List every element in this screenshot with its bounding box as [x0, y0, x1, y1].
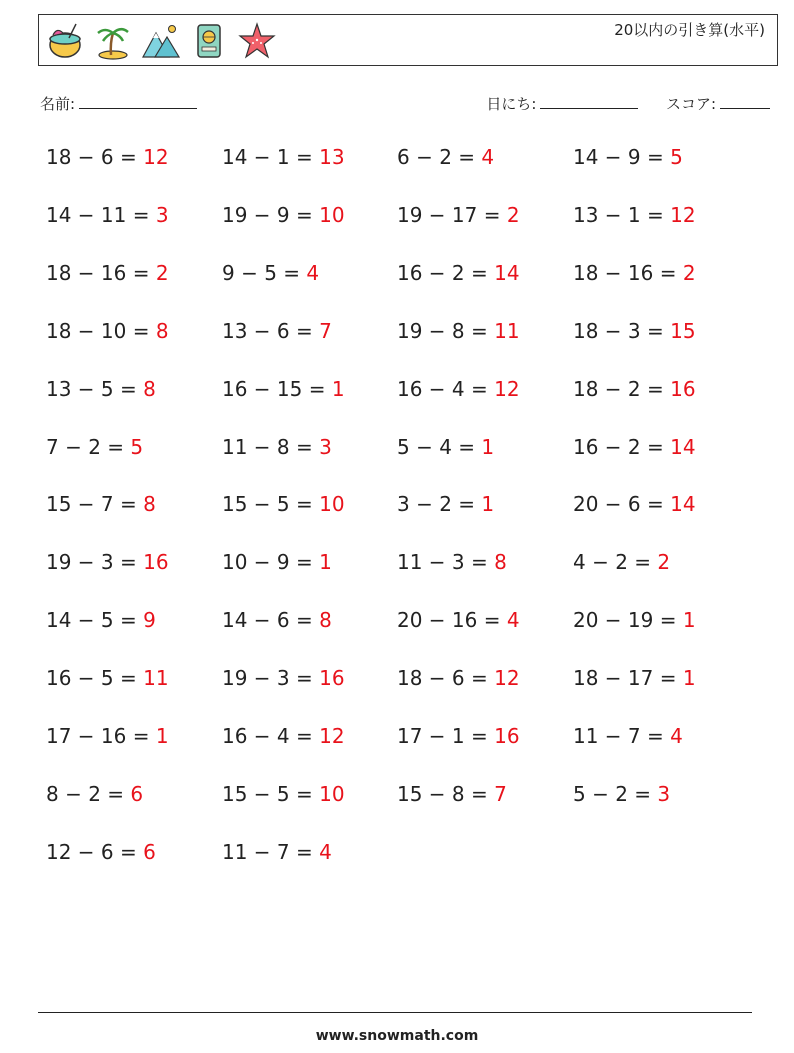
problem-expression: 14 − 11 = — [46, 202, 150, 227]
problem-item — [46, 261, 169, 285]
footer-url: www.snowmath.com — [315, 1028, 479, 1044]
problem-expression: 16 − 15 = — [222, 376, 326, 401]
problem-item — [46, 435, 143, 459]
problem-answer: 7 — [494, 781, 507, 806]
problem-item — [573, 666, 696, 690]
problem-answer: 7 — [319, 318, 332, 343]
problem-item — [222, 782, 345, 806]
problem-expression: 19 − 17 = — [397, 202, 501, 227]
problem-expression: 7 − 2 = — [46, 434, 125, 459]
problem-expression: 15 − 8 = — [397, 781, 488, 806]
problem-item — [222, 203, 345, 227]
problem-answer: 12 — [670, 202, 696, 227]
problem-answer: 6 — [130, 781, 144, 806]
problem-answer: 6 — [143, 839, 156, 864]
problem-answer: 16 — [143, 550, 169, 575]
problem-item — [573, 261, 696, 285]
problem-answer: 10 — [319, 492, 345, 517]
problem-item — [397, 203, 520, 227]
problem-answer: 9 — [143, 608, 156, 633]
problem-expression: 4 − 2 = — [573, 550, 652, 575]
problem-item — [397, 608, 520, 632]
problem-answer: 2 — [657, 550, 671, 575]
problem-item — [573, 145, 683, 169]
problem-item — [573, 782, 670, 806]
date-score-fields — [486, 93, 770, 114]
problem-expression: 9 − 5 = — [222, 260, 301, 285]
problem-item — [573, 435, 696, 459]
problem-answer: 15 — [670, 318, 696, 343]
problem-answer: 4 — [481, 145, 495, 169]
problem-expression: 18 − 10 = — [46, 318, 150, 343]
problem-answer: 13 — [319, 145, 345, 169]
problem-expression: 17 − 1 = — [397, 724, 488, 748]
problem-expression: 16 − 2 = — [397, 260, 488, 285]
problem-item — [46, 724, 169, 748]
problem-expression: 3 − 2 = — [397, 492, 476, 517]
problem-item — [46, 550, 169, 574]
problem-expression: 8 − 2 = — [46, 781, 125, 806]
problem-item — [573, 319, 696, 343]
problem-answer: 1 — [682, 608, 696, 633]
problem-expression: 12 − 6 = — [46, 839, 137, 864]
footer-divider — [38, 1012, 752, 1013]
problem-expression: 10 − 9 = — [222, 550, 313, 575]
problem-expression: 16 − 2 = — [573, 434, 664, 459]
problem-expression: 18 − 6 = — [397, 666, 488, 691]
problem-answer: 8 — [143, 376, 156, 401]
problem-answer: 5 — [670, 145, 683, 169]
problem-answer: 8 — [155, 318, 169, 343]
problem-item — [46, 145, 169, 169]
problem-item — [397, 492, 494, 516]
problem-answer: 8 — [494, 550, 507, 575]
problem-answer: 16 — [319, 666, 345, 691]
problem-answer: 8 — [319, 608, 332, 633]
problem-item — [222, 319, 332, 343]
name-label: 名前: — [40, 95, 76, 113]
problem-expression: 20 − 19 = — [573, 608, 677, 633]
problem-item — [46, 666, 169, 690]
problem-item — [397, 319, 520, 343]
problem-item — [222, 608, 332, 632]
problem-expression: 17 − 16 = — [46, 724, 150, 748]
problem-answer: 2 — [506, 202, 520, 227]
problem-answer: 1 — [319, 550, 332, 575]
problem-answer: 1 — [155, 724, 169, 748]
problem-item — [573, 203, 696, 227]
problem-answer: 12 — [143, 145, 169, 169]
problem-item — [397, 145, 494, 169]
problem-item — [46, 492, 156, 516]
problem-answer: 5 — [130, 434, 144, 459]
problem-expression: 20 − 6 = — [573, 492, 664, 517]
problem-item — [222, 666, 345, 690]
problem-item — [397, 724, 520, 748]
problem-item — [46, 377, 156, 401]
problem-item — [397, 666, 520, 690]
problem-expression: 19 − 3 = — [222, 666, 313, 691]
problem-answer: 1 — [481, 434, 495, 459]
score-blank[interactable] — [720, 94, 770, 109]
problem-answer: 4 — [319, 839, 332, 864]
problem-expression: 11 − 8 = — [222, 434, 313, 459]
problem-answer: 3 — [657, 781, 671, 806]
problem-expression: 18 − 17 = — [573, 666, 677, 691]
problem-answer: 4 — [506, 608, 520, 633]
problem-expression: 15 − 5 = — [222, 492, 313, 517]
worksheet-header — [38, 14, 778, 66]
mountains-icon — [141, 21, 181, 61]
problem-answer: 4 — [306, 260, 320, 285]
problem-expression: 5 − 2 = — [573, 781, 652, 806]
problem-expression: 11 − 3 = — [397, 550, 488, 575]
problem-item — [46, 319, 169, 343]
problem-expression: 16 − 4 = — [222, 724, 313, 748]
problem-expression: 20 − 16 = — [397, 608, 501, 633]
icon-strip — [45, 21, 277, 61]
problem-item — [573, 377, 696, 401]
problem-answer: 8 — [143, 492, 156, 517]
problem-expression: 19 − 3 = — [46, 550, 137, 575]
problem-item — [573, 608, 696, 632]
problem-item — [46, 203, 169, 227]
problem-item — [397, 782, 507, 806]
problem-answer: 3 — [155, 202, 169, 227]
problem-answer: 1 — [331, 376, 345, 401]
problem-answer: 14 — [670, 492, 696, 517]
problem-expression: 19 − 8 = — [397, 318, 488, 343]
date-blank[interactable] — [540, 94, 638, 109]
problem-item — [222, 261, 319, 285]
problem-expression: 16 − 4 = — [397, 376, 488, 401]
problem-item — [397, 261, 520, 285]
problem-expression: 18 − 6 = — [46, 145, 137, 169]
problem-item — [222, 840, 332, 864]
problem-item — [46, 608, 156, 632]
problem-answer: 1 — [481, 492, 495, 517]
problem-expression: 19 − 9 = — [222, 202, 313, 227]
problem-answer: 2 — [682, 260, 696, 285]
problem-item — [222, 145, 345, 169]
problem-answer: 2 — [155, 260, 169, 285]
problem-item — [222, 492, 345, 516]
problem-item — [222, 724, 345, 748]
problem-answer: 11 — [494, 318, 520, 343]
problem-expression: 14 − 6 = — [222, 608, 313, 633]
problem-item — [573, 550, 670, 574]
problem-expression: 11 − 7 = — [573, 724, 664, 748]
problem-item — [397, 377, 520, 401]
problem-answer: 14 — [494, 260, 520, 285]
worksheet-title: 20以内の引き算(水平) — [614, 21, 765, 39]
problem-answer: 16 — [494, 724, 520, 748]
problem-item — [573, 492, 696, 516]
coconut-drink-icon — [45, 21, 85, 61]
problem-expression: 18 − 16 = — [46, 260, 150, 285]
problem-answer: 12 — [494, 376, 520, 401]
problem-expression: 16 − 5 = — [46, 666, 137, 691]
problem-item — [397, 550, 507, 574]
problem-expression: 14 − 9 = — [573, 145, 664, 169]
problem-expression: 11 − 7 = — [222, 839, 313, 864]
problem-expression: 13 − 6 = — [222, 318, 313, 343]
name-field — [40, 93, 197, 114]
name-blank[interactable] — [79, 94, 197, 109]
problem-expression: 6 − 2 = — [397, 145, 476, 169]
problem-item — [573, 724, 683, 748]
problem-item — [222, 550, 332, 574]
starfish-icon — [237, 21, 277, 61]
problem-expression: 15 − 5 = — [222, 781, 313, 806]
problem-answer: 16 — [670, 376, 696, 401]
problem-expression: 14 − 1 = — [222, 145, 313, 169]
score-label: スコア: — [665, 95, 716, 113]
problem-answer: 10 — [319, 202, 345, 227]
problem-item — [46, 782, 143, 806]
problem-expression: 14 − 5 = — [46, 608, 137, 633]
problem-answer: 11 — [143, 666, 169, 691]
problem-expression: 18 − 3 = — [573, 318, 664, 343]
problem-item — [222, 377, 345, 401]
problem-expression: 18 − 16 = — [573, 260, 677, 285]
problem-answer: 1 — [682, 666, 696, 691]
problem-expression: 18 − 2 = — [573, 376, 664, 401]
problem-item — [222, 435, 332, 459]
problem-answer: 10 — [319, 781, 345, 806]
problem-expression: 13 − 1 = — [573, 202, 664, 227]
problem-answer: 12 — [319, 724, 345, 748]
problem-answer: 12 — [494, 666, 520, 691]
problem-expression: 13 − 5 = — [46, 376, 137, 401]
problem-item — [397, 435, 494, 459]
problem-answer: 14 — [670, 434, 696, 459]
date-label: 日にち: — [486, 95, 537, 113]
problem-answer: 3 — [319, 434, 332, 459]
problem-expression: 15 − 7 = — [46, 492, 137, 517]
problem-answer: 4 — [670, 724, 683, 748]
problem-expression: 5 − 4 = — [397, 434, 476, 459]
problem-item — [46, 840, 156, 864]
palm-island-icon — [93, 21, 133, 61]
passport-icon — [189, 21, 229, 61]
